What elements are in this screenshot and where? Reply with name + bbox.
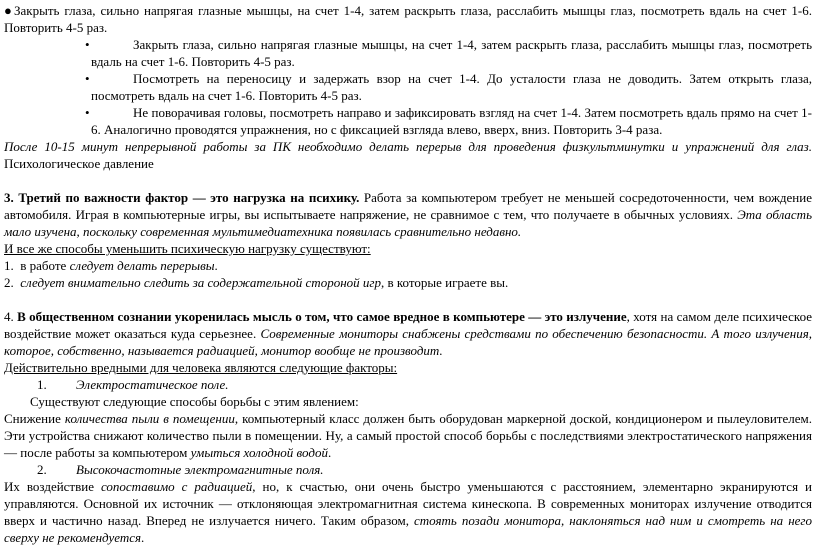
section-3-text: Работа за компьютером требует не меньшей сосредоточенности, чем вождение автомобиля. Играя в компьютерные игры, вы испытываете напряжение, не сравнимое с тем, что получаете в обычных условиях. — [4, 190, 812, 222]
section-3-heading: 3. Третий по важности фактор — это нагрузка на психику. — [4, 190, 360, 205]
paragraph-section-4 — [4, 308, 812, 359]
bullet-item — [4, 36, 812, 70]
bullet-item — [4, 70, 812, 104]
list-text-end: . — [214, 258, 218, 273]
section-4-number: 4. — [4, 309, 18, 324]
final-italic-end: стоять позади монитора, наклоняться над ним и смотреть на него сверху не рекомендуется — [4, 513, 812, 545]
break-note-heading: Психологическое давление — [4, 156, 154, 171]
factors-heading: Действительно вредными для человека являются следующие факторы: — [4, 360, 398, 375]
factor-text: Электростатическое поле. — [76, 377, 229, 392]
list-item-way-1 — [4, 257, 812, 274]
factor-number: 2. — [37, 462, 47, 477]
spacer — [4, 291, 812, 308]
paragraph-dust-reduction — [4, 410, 812, 461]
list-text-end: , в которые играете вы. — [380, 275, 509, 290]
bullet-icon: • — [85, 71, 90, 86]
spacer — [4, 172, 812, 189]
section-4-italic: Современные мониторы снабжены средствами по обеспечению безопасности. А того излучения, которое, собственно, называется радиацией, монитор вообще не производит. — [4, 326, 812, 358]
final-text-mid: , но, к счастью, они очень быстро уменьшаются с расстоянием, элементарно экранируются и управляются. Основной их источник — отклоняющая электромагнитная система кинескопа. В современных мониторах излучение отводится вверх и частично назад. Вперед не излучается ничего. Таким образом, — [4, 479, 812, 528]
bullet-text: Закрыть глаза, сильно напрягая глазные мышцы, на счет 1-4, затем раскрыть глаза, расслабить мышцы глаз, посмотреть вдаль на счет 1-6. Повторить 4-5 раз. — [91, 37, 812, 69]
list-italic: следует внимательно следить за содержательной стороной игр — [20, 275, 381, 290]
list-number: 2. — [4, 275, 14, 290]
list-italic: следует делать перерывы — [69, 258, 215, 273]
factor-number: 1. — [37, 377, 47, 392]
final-text: Их воздействие — [4, 479, 101, 494]
reduction-italic: количества пыли в помещении — [64, 411, 235, 426]
final-italic: сопоставимо с радиацией — [100, 479, 253, 494]
bullet-icon: • — [85, 105, 90, 120]
break-note-italic: После 10-15 минут непрерывной работы за ПК необходимо делать перерыв для проведения физкультминутки и упражнений для глаз. — [4, 139, 812, 154]
final-text-end: . — [141, 530, 145, 545]
paragraph-text: Закрыть глаза, сильно напрягая глазные мышцы, на счет 1-4, затем раскрыть глаза, расслабить мышцы глаз, посмотреть вдаль на счет 1-6. Повторить 4-5 раз. — [4, 3, 812, 35]
reduction-text-mid: , компьютерный класс должен быть оборудован маркерной доской, кондиционером и пылеуловителем. Эти устройства снижают количество пыли в помещении. Ну, а самый простой способ борьбы с последствиями электростатического напряжения — после работы за компьютером — [4, 411, 812, 460]
list-text: в работе — [20, 258, 70, 273]
paragraph-break-note — [4, 138, 812, 172]
section-3-italic: Эта область мало изучена, поскольку современная мультимедиатехника появилась сравнительно недавно. — [4, 207, 812, 239]
bullet-icon: • — [85, 37, 90, 52]
reduction-italic-end: умыться холодной водой — [190, 445, 328, 460]
factor-item-2 — [4, 461, 812, 478]
methods-intro: Существуют следующие способы борьбы с этим явлением: — [30, 394, 359, 409]
paragraph-section-3 — [4, 189, 812, 240]
reduction-text: Снижение — [4, 411, 65, 426]
list-number: 1. — [4, 258, 14, 273]
section-4-text: , хотя на самом деле психическое воздействие может оказаться куда серьезнее. — [4, 309, 812, 341]
bullet-item — [4, 104, 812, 138]
factor-item-1 — [4, 376, 812, 393]
paragraph-em-fields — [4, 478, 812, 546]
bullet-icon: ● — [4, 3, 12, 18]
list-item-way-2 — [4, 274, 812, 291]
reduction-text-end: . — [327, 445, 332, 460]
paragraph-eye-exercise-1 — [4, 2, 812, 36]
section-4-heading: В общественном сознании укоренилась мысль о том, что самое вредное в компьютере — это излучение — [17, 309, 627, 324]
bullet-text: Не поворачивая головы, посмотреть направо и зафиксировать взгляд на счет 1-4. Затем посмотреть вдаль прямо на счет 1-6. Аналогично проводятся упражнения, но с фиксацией взгляда влево, вверх, вниз. Повторить 3-4 раза. — [91, 105, 812, 137]
factor-text: Высокочастотные электромагнитные поля. — [76, 462, 324, 477]
bullet-text: Посмотреть на переносицу и задержать взор на счет 1-4. До усталости глаза не доводить. Затем открыть глаза, посмотреть вдаль на счет 1-6. Повторить 4-5 раз. — [91, 71, 812, 103]
ways-heading: И все же способы уменьшить психическую нагрузку существуют: — [4, 241, 371, 256]
